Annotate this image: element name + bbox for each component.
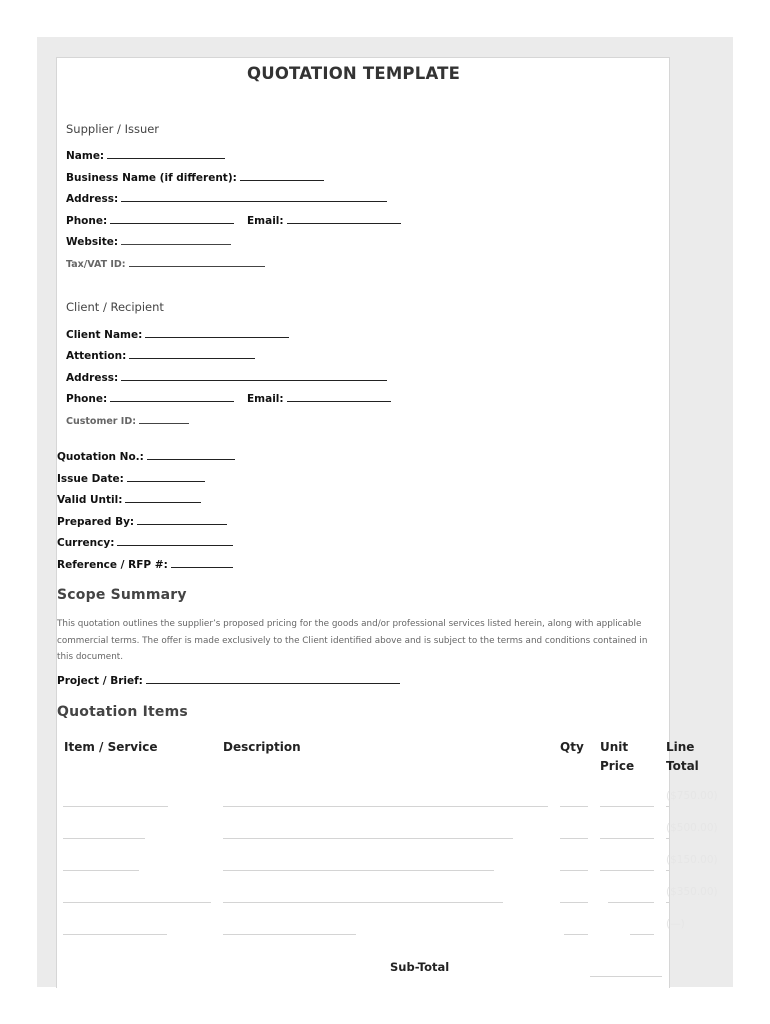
scope-heading: Scope Summary — [57, 587, 187, 603]
reference-label: Reference / RFP #: — [57, 559, 168, 571]
client-phone-field[interactable] — [66, 387, 234, 406]
row3-qty-line[interactable] — [560, 870, 588, 871]
client-email-field[interactable] — [247, 387, 391, 406]
row4-line-total: ($350.00) — [666, 886, 718, 898]
supplier-phone-line[interactable] — [110, 213, 234, 224]
client-address-line[interactable] — [121, 370, 387, 381]
supplier-website-label: Website: — [66, 236, 119, 248]
row5-unit-price-line[interactable] — [630, 934, 654, 935]
row5-description-line[interactable] — [223, 934, 356, 935]
row4-item-line[interactable] — [63, 902, 211, 903]
row1-qty-line[interactable] — [560, 806, 588, 807]
supplier-name-line[interactable] — [107, 148, 225, 159]
client-name-field[interactable] — [66, 323, 289, 342]
prepared-by-label: Prepared By: — [57, 516, 135, 528]
supplier-email-label: Email: — [247, 215, 284, 227]
row2-item-line[interactable] — [63, 838, 145, 839]
row1-line-total: ($750.00) — [666, 790, 718, 802]
scope-text: This quotation outlines the supplier’s proposed pricing for the goods and/or professional services listed herein, along with applicable commercial terms. The offer is made exclusively to the Client identified above and is subject to the terms and conditions contained in this document. — [57, 619, 648, 662]
prepared-by-line[interactable] — [137, 514, 227, 525]
attention-field[interactable] — [66, 344, 255, 363]
supplier-email-line[interactable] — [287, 213, 401, 224]
row4-qty-line[interactable] — [560, 902, 588, 903]
row3-item-line[interactable] — [63, 870, 139, 871]
row1-item-line[interactable] — [63, 806, 168, 807]
row1-description-line[interactable] — [223, 806, 548, 807]
document-title: QUOTATION TEMPLATE — [247, 64, 461, 83]
row4-line-total-line[interactable] — [666, 902, 669, 903]
row5-item-line[interactable] — [63, 934, 167, 935]
customer-id-line[interactable] — [139, 414, 189, 424]
row2-description-line[interactable] — [223, 838, 513, 839]
business-name-label: Business Name (if different): — [66, 172, 237, 184]
row3-line-total: ($150.00) — [666, 854, 718, 866]
client-phone-label: Phone: — [66, 393, 108, 405]
row2-line-total-line[interactable] — [666, 838, 669, 839]
row1-line-total-line[interactable] — [666, 806, 669, 807]
col-description: Description — [223, 740, 301, 754]
valid-until-label: Valid Until: — [57, 494, 123, 506]
tax-id-label: Tax/VAT ID: — [66, 259, 126, 270]
reference-line[interactable] — [171, 557, 233, 568]
supplier-heading: Supplier / Issuer — [66, 122, 160, 136]
items-heading: Quotation Items — [57, 704, 188, 720]
client-email-label: Email: — [247, 393, 284, 405]
currency-field[interactable] — [57, 531, 233, 550]
quotation-no-field[interactable] — [57, 445, 235, 464]
supplier-address-label: Address: — [66, 193, 119, 205]
row2-qty-line[interactable] — [560, 838, 588, 839]
row5-line-total: (—) — [666, 918, 685, 930]
client-address-label: Address: — [66, 372, 119, 384]
supplier-address-line[interactable] — [121, 191, 387, 202]
supplier-name-label: Name: — [66, 150, 105, 162]
supplier-website-field[interactable] — [66, 230, 231, 249]
project-brief-line[interactable] — [146, 673, 400, 684]
row5-qty-line[interactable] — [564, 934, 588, 935]
attention-line[interactable] — [129, 348, 255, 359]
row3-unit-price-line[interactable] — [600, 870, 654, 871]
issue-date-field[interactable] — [57, 467, 205, 486]
supplier-name-field[interactable] — [66, 144, 225, 163]
supplier-phone-label: Phone: — [66, 215, 108, 227]
client-heading: Client / Recipient — [66, 300, 164, 314]
supplier-email-field[interactable] — [247, 209, 401, 228]
client-name-line[interactable] — [145, 327, 289, 338]
reference-field[interactable] — [57, 553, 233, 572]
quotation-document — [56, 57, 718, 988]
business-name-field[interactable] — [66, 166, 324, 185]
issue-date-line[interactable] — [127, 471, 205, 482]
row3-description-line[interactable] — [223, 870, 494, 871]
col-line-total: Line Total — [666, 740, 699, 773]
currency-label: Currency: — [57, 537, 115, 549]
business-name-line[interactable] — [240, 170, 324, 181]
client-email-line[interactable] — [287, 391, 391, 402]
row4-description-line[interactable] — [223, 902, 503, 903]
col-unit-price: Unit Price — [600, 740, 635, 773]
customer-id-label: Customer ID: — [66, 416, 137, 427]
project-brief-label: Project / Brief: — [57, 675, 143, 687]
currency-line[interactable] — [117, 535, 233, 546]
quotation-no-line[interactable] — [147, 449, 235, 460]
row2-unit-price-line[interactable] — [600, 838, 654, 839]
row4-unit-price-line[interactable] — [608, 902, 654, 903]
attention-label: Attention: — [66, 350, 127, 362]
prepared-by-field[interactable] — [57, 510, 227, 529]
subtotal-line[interactable] — [590, 976, 662, 977]
col-item: Item / Service — [64, 740, 158, 754]
client-address-field[interactable] — [66, 366, 387, 385]
row3-line-total-line[interactable] — [666, 870, 669, 871]
valid-until-field[interactable] — [57, 488, 201, 507]
col-qty: Qty — [560, 740, 584, 754]
valid-until-line[interactable] — [125, 492, 201, 503]
supplier-phone-field[interactable] — [66, 209, 234, 228]
customer-id-field[interactable] — [66, 409, 189, 428]
quotation-no-label: Quotation No.: — [57, 451, 144, 463]
subtotal-label: Sub-Total — [390, 960, 450, 974]
client-name-label: Client Name: — [66, 329, 143, 341]
row2-line-total: ($500.00) — [666, 822, 718, 834]
issue-date-label: Issue Date: — [57, 473, 124, 485]
row1-unit-price-line[interactable] — [600, 806, 654, 807]
tax-id-field[interactable] — [66, 252, 265, 271]
supplier-address-field[interactable] — [66, 187, 387, 206]
project-brief-field[interactable] — [57, 669, 400, 688]
client-phone-line[interactable] — [110, 391, 234, 402]
tax-id-line[interactable] — [129, 257, 265, 267]
supplier-website-line[interactable] — [121, 235, 231, 245]
